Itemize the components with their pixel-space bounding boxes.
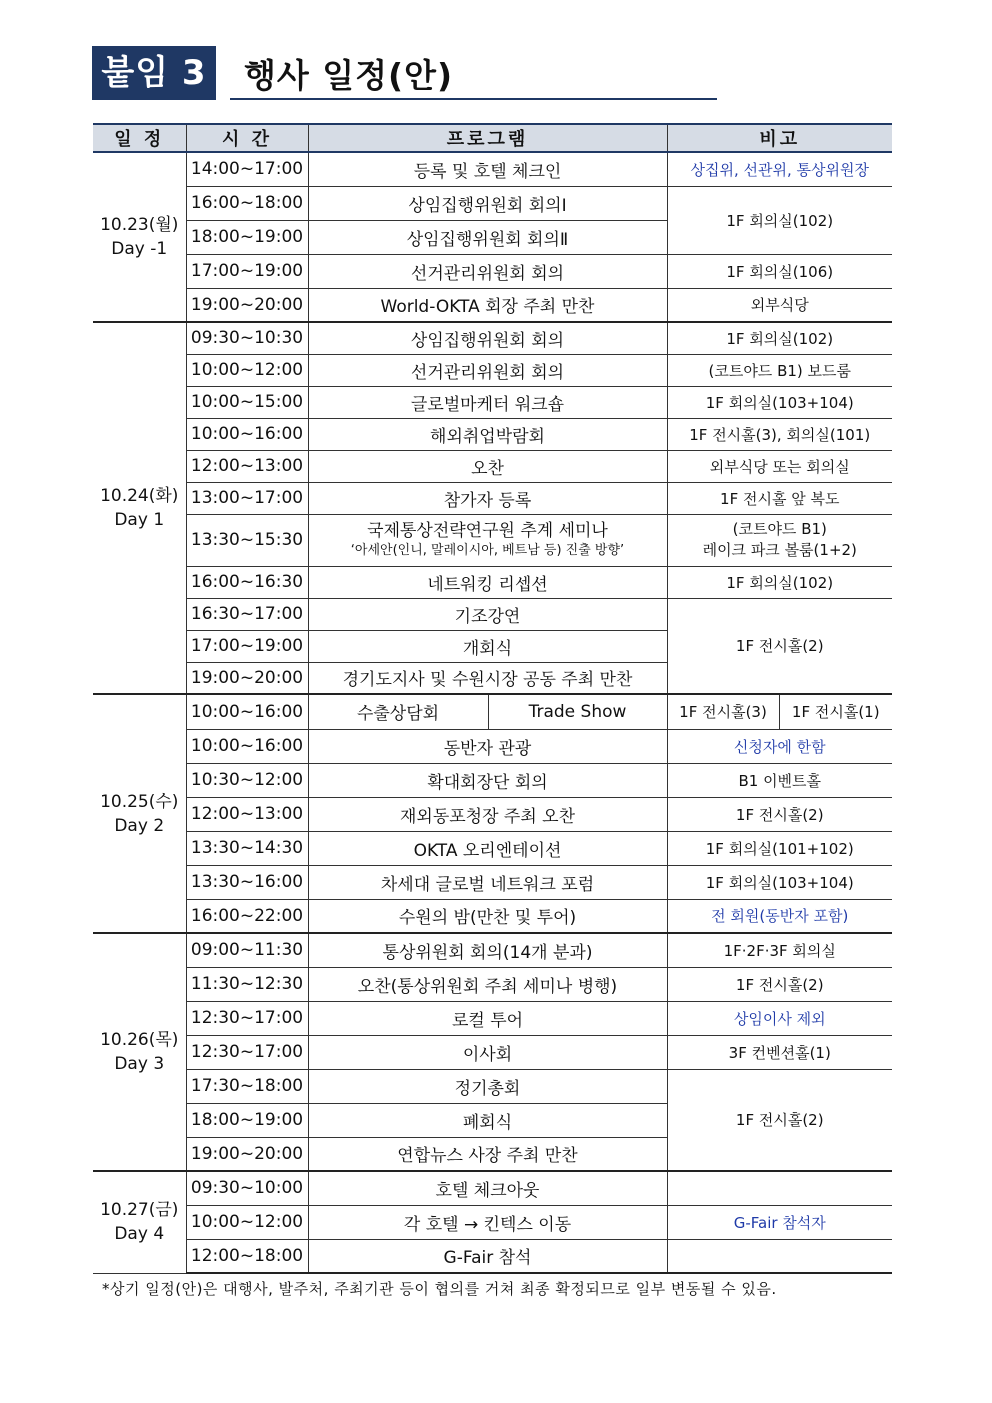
date-cell: 10.25(수) Day 2 (93, 694, 186, 933)
time-cell: 12:00~13:00 (186, 450, 308, 482)
time-cell: 18:00~19:00 (186, 1103, 308, 1137)
time-cell: 12:30~17:00 (186, 1035, 308, 1069)
program-cell: 통상위원회 회의(14개 분과) (308, 933, 667, 967)
time-cell: 13:30~14:30 (186, 831, 308, 865)
table-row (93, 254, 892, 288)
table-row (93, 322, 892, 354)
note-cell: 1F 전시홀(2) (667, 797, 892, 831)
table-row (93, 1205, 892, 1239)
program-cell: 각 호텔 → 킨텍스 이동 (308, 1205, 667, 1239)
note-cell: 1F 회의실(106) (667, 254, 892, 288)
program-cell: 개회식 (308, 630, 667, 662)
time-cell: 18:00~19:00 (186, 220, 308, 254)
time-cell: 11:30~12:30 (186, 967, 308, 1001)
note-cell: B1 이벤트홀 (667, 763, 892, 797)
note-cell: 1F 전시홀(2) (667, 967, 892, 1001)
title-underline (230, 98, 717, 100)
table-row (93, 933, 892, 967)
program-cell: 상임집행위원회 회의Ⅱ (308, 220, 667, 254)
table-row (93, 288, 892, 322)
note-cell: 1F 전시홀(2) (667, 598, 892, 694)
time-cell: 09:30~10:00 (186, 1171, 308, 1205)
program-cell: 호텔 체크아웃 (308, 1171, 667, 1205)
note-cell: 1F 회의실(102) (667, 566, 892, 598)
time-cell: 10:00~12:00 (186, 354, 308, 386)
program-cell: 수출상담회 (308, 694, 488, 729)
note-cell: 1F 전시홀(3) (667, 694, 779, 729)
note-cell-b: 1F 전시홀(1) (779, 694, 892, 729)
note-cell: 상임이사 제외 (667, 1001, 892, 1035)
time-cell: 16:30~17:00 (186, 598, 308, 630)
note-cell: G-Fair 참석자 (667, 1205, 892, 1239)
program-cell: 네트워킹 리셉션 (308, 566, 667, 598)
note-cell: 1F 회의실(101+102) (667, 831, 892, 865)
note-cell: 1F 전시홀(2) (667, 1069, 892, 1171)
time-cell: 17:00~19:00 (186, 630, 308, 662)
col-header-note: 비고 (667, 124, 892, 152)
note-cell: 1F 회의실(102) (667, 186, 892, 254)
date-cell: 10.26(목) Day 3 (93, 933, 186, 1171)
program-cell: OKTA 오리엔테이션 (308, 831, 667, 865)
attachment-badge: 붙임 3 (92, 46, 216, 100)
col-header-date: 일 정 (93, 124, 186, 152)
program-cell: 해외취업박람회 (308, 418, 667, 450)
table-row (93, 899, 892, 933)
program-cell: 경기도지사 및 수원시장 공동 주최 만찬 (308, 662, 667, 694)
time-cell: 13:30~16:00 (186, 865, 308, 899)
footnote: *상기 일정(안)은 대행사, 발주처, 주최기관 등이 협의를 거쳐 최종 확정되므로 일부 변동될 수 있음. (102, 1280, 777, 1298)
note-cell: 1F 회의실(102) (667, 322, 892, 354)
time-cell: 12:00~13:00 (186, 797, 308, 831)
table-row (93, 1171, 892, 1205)
note-cell: 1F·2F·3F 회의실 (667, 933, 892, 967)
program-cell: 상임집행위원회 회의 (308, 322, 667, 354)
time-cell: 19:00~20:00 (186, 662, 308, 694)
note-cell: 3F 컨벤션홀(1) (667, 1035, 892, 1069)
time-cell: 10:00~16:00 (186, 418, 308, 450)
program-cell: 이사회 (308, 1035, 667, 1069)
program-cell: 선거관리위원회 회의 (308, 254, 667, 288)
program-cell: 차세대 글로벌 네트워크 포럼 (308, 865, 667, 899)
table-row (93, 418, 892, 450)
page-header (92, 46, 717, 100)
program-cell: 동반자 관광 (308, 729, 667, 763)
table-row (93, 598, 892, 630)
program-cell: 국제통상전략연구원 추계 세미나 ‘아세안(인니, 말레이시아, 베트남 등) 진출 방향’ (308, 514, 667, 566)
table-row (93, 514, 892, 566)
program-cell: 연합뉴스 사장 주최 만찬 (308, 1137, 667, 1171)
note-cell: 1F 전시홀(3), 회의실(101) (667, 418, 892, 450)
table-row (93, 831, 892, 865)
program-cell: 상임집행위원회 회의Ⅰ (308, 186, 667, 220)
program-subtitle: ‘아세안(인니, 말레이시아, 베트남 등) 진출 방향’ (350, 542, 625, 558)
time-cell: 09:30~10:30 (186, 322, 308, 354)
table-header-row (93, 124, 892, 152)
time-cell: 10:00~15:00 (186, 386, 308, 418)
table-row (93, 1035, 892, 1069)
time-cell: 19:00~20:00 (186, 1137, 308, 1171)
table-row (93, 763, 892, 797)
col-header-time: 시 간 (186, 124, 308, 152)
program-cell: 로컬 투어 (308, 1001, 667, 1035)
note-cell: 외부식당 또는 회의실 (667, 450, 892, 482)
program-cell: 정기총회 (308, 1069, 667, 1103)
table-row (93, 482, 892, 514)
table-row (93, 1069, 892, 1103)
note-cell: (코트야드 B1) 보드룸 (667, 354, 892, 386)
time-cell: 13:00~17:00 (186, 482, 308, 514)
note-cell: 외부식당 (667, 288, 892, 322)
time-cell: 17:30~18:00 (186, 1069, 308, 1103)
time-cell: 14:00~17:00 (186, 152, 308, 186)
time-cell: 10:00~16:00 (186, 694, 308, 729)
time-cell: 16:00~22:00 (186, 899, 308, 933)
time-cell: 19:00~20:00 (186, 288, 308, 322)
program-cell: 기조강연 (308, 598, 667, 630)
date-cell: 10.27(금) Day 4 (93, 1171, 186, 1273)
schedule-table (93, 123, 892, 1274)
table-row (93, 186, 892, 220)
time-cell: 12:30~17:00 (186, 1001, 308, 1035)
time-cell: 17:00~19:00 (186, 254, 308, 288)
program-cell: 폐회식 (308, 1103, 667, 1137)
table-row (93, 797, 892, 831)
table-row (93, 566, 892, 598)
program-cell: 수원의 밤(만찬 및 투어) (308, 899, 667, 933)
page-title: 행사 일정(안) (244, 56, 454, 95)
table-row (93, 865, 892, 899)
time-cell: 09:00~11:30 (186, 933, 308, 967)
time-cell: 12:00~18:00 (186, 1239, 308, 1273)
date-cell: 10.23(월) Day -1 (93, 152, 186, 322)
col-header-program: 프로그램 (308, 124, 667, 152)
time-cell: 10:30~12:00 (186, 763, 308, 797)
time-cell: 16:00~18:00 (186, 186, 308, 220)
date-cell: 10.24(화) Day 1 (93, 322, 186, 694)
table-row (93, 1001, 892, 1035)
time-cell: 10:00~12:00 (186, 1205, 308, 1239)
table-row (93, 354, 892, 386)
note-cell (667, 1239, 892, 1273)
program-cell: 선거관리위원회 회의 (308, 354, 667, 386)
table-row (93, 967, 892, 1001)
note-cell: (코트야드 B1) 레이크 파크 볼룸(1+2) (667, 514, 892, 566)
program-cell: 참가자 등록 (308, 482, 667, 514)
table-row (93, 386, 892, 418)
table-row (93, 450, 892, 482)
table-row (93, 152, 892, 186)
table-row (93, 694, 892, 729)
program-cell: 오찬 (308, 450, 667, 482)
time-cell: 13:30~15:30 (186, 514, 308, 566)
program-cell: G-Fair 참석 (308, 1239, 667, 1273)
program-cell: 등록 및 호텔 체크인 (308, 152, 667, 186)
note-cell: 1F 전시홀 앞 복도 (667, 482, 892, 514)
program-cell: World-OKTA 회장 주최 만찬 (308, 288, 667, 322)
program-cell-b: Trade Show (488, 694, 667, 729)
table-row (93, 1239, 892, 1273)
note-cell: 전 회원(동반자 포함) (667, 899, 892, 933)
program-cell: 글로벌마케터 워크숍 (308, 386, 667, 418)
note-cell: 1F 회의실(103+104) (667, 865, 892, 899)
program-cell: 오찬(통상위원회 주최 세미나 병행) (308, 967, 667, 1001)
time-cell: 10:00~16:00 (186, 729, 308, 763)
program-cell: 확대회장단 회의 (308, 763, 667, 797)
program-cell: 재외동포청장 주최 오찬 (308, 797, 667, 831)
time-cell: 16:00~16:30 (186, 566, 308, 598)
note-cell: 상집위, 선관위, 통상위원장 (667, 152, 892, 186)
note-cell: 1F 회의실(103+104) (667, 386, 892, 418)
note-cell (667, 1171, 892, 1205)
table-row (93, 729, 892, 763)
note-cell: 신청자에 한함 (667, 729, 892, 763)
